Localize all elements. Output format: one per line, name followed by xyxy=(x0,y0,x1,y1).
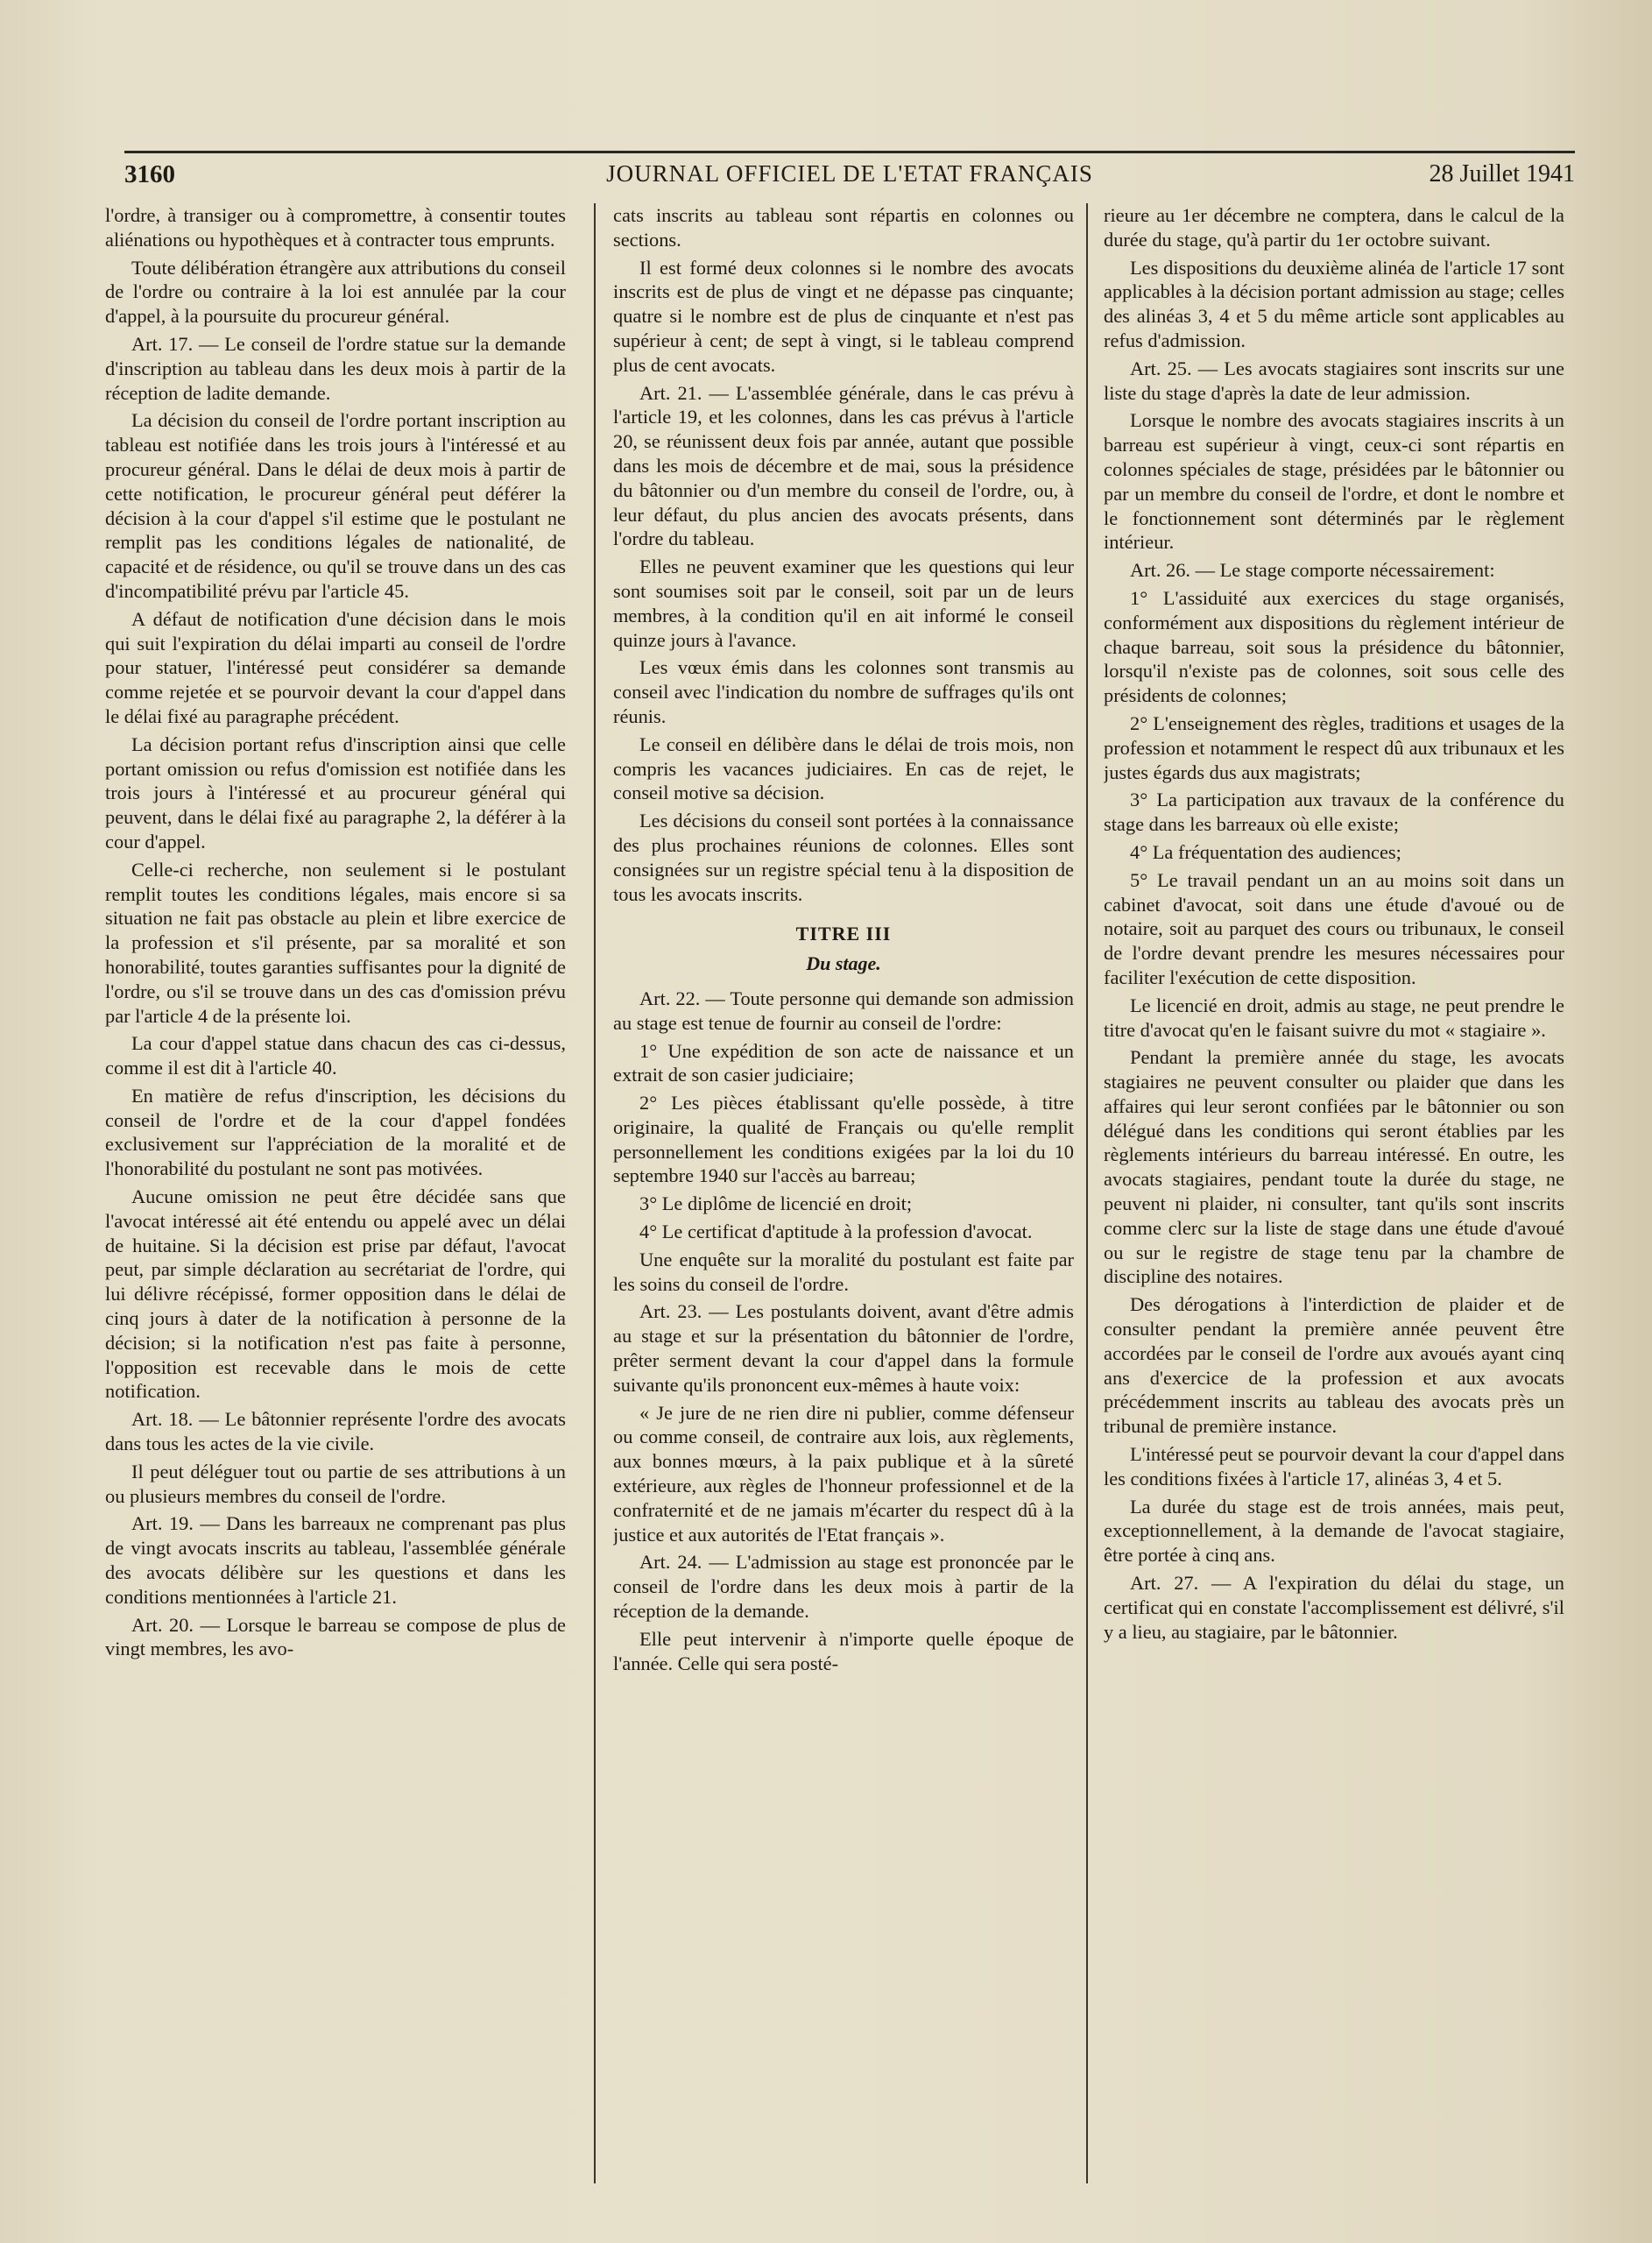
column-divider xyxy=(594,203,596,2183)
paragraph: 2° Les pièces établissant qu'elle possède, à titre originaire, la qualité de Français ou qu'elle remplit personnellement les conditions exigées par la loi du 10 septembre 1940 sur l'accès au barreau; xyxy=(613,1092,1074,1187)
journal-title: JOURNAL OFFICIEL DE L'ETAT FRANÇAIS xyxy=(606,160,1093,187)
paragraph: Art. 22. — Toute personne qui demande son admission au stage est tenue de fournir au conseil de l'ordre: xyxy=(613,987,1074,1034)
paragraph: Elles ne peuvent examiner que les questions qui leur sont soumises soit par le conseil, soit par un de leurs membres, à la condition qu'il en ait informé le conseil quinze jours à l'avance. xyxy=(613,555,1074,651)
paragraph: Les vœux émis dans les colonnes sont transmis au conseil avec l'indication du nombre de suffrages qu'ils ont réunis. xyxy=(613,656,1074,727)
paragraph: Art. 20. — Lorsque le barreau se compose de plus de vingt membres, les avo- xyxy=(105,1613,566,1660)
paragraph: Il peut déléguer tout ou partie de ses attributions à un ou plusieurs membres du conseil de l'ordre. xyxy=(105,1460,566,1507)
paragraph: La décision portant refus d'inscription ainsi que celle portant omission ou refus d'omission est notifiée dans les trois jours à l'intéressé et au procureur général qui peuvent, dans le délai fixé au paragraphe 2, la déférer à la cour d'appel. xyxy=(105,732,566,853)
paragraph: Aucune omission ne peut être décidée sans que l'avocat intéressé ait été entendu ou appelé avec un délai de huitaine. Si la décision est prise par défaut, l'avocat peut, par simple déclaration au secrétariat de l'ordre, qui lui délivre récépissé, former opposition dans le délai de cinq jours à dater de la notification à personne de la décision; si la notification n'est pas faite à personne, l'opposition est recevable dans le mois de cette notification. xyxy=(105,1185,566,1403)
paragraph: Art. 19. — Dans les barreaux ne comprenant pas plus de vingt avocats inscrits au tableau, l'assemblée générale des avocats délibère sur les questions et dans les conditions mentionnées à l'article 21. xyxy=(105,1512,566,1608)
paragraph: La durée du stage est de trois années, mais peut, exceptionnellement, à la demande de l'avocat stagiaire, être portée à cinq ans. xyxy=(1104,1495,1564,1567)
paragraph: « Je jure de ne rien dire ni publier, comme défenseur ou comme conseil, de contraire aux lois, aux règlements, aux bonnes mœurs, à la paix publique et à la sûreté extérieure, aux règles de l'honneur professionnel et de la confraternité et de ne jamais m'écarter du respect dû à la justice et aux autorités de l'Etat français ». xyxy=(613,1401,1074,1546)
page-header xyxy=(124,151,1575,194)
paragraph: 1° L'assiduité aux exercices du stage organisés, conformément aux dispositions du règlement intérieur de chaque barreau, soit sous la présidence du bâtonnier, lorsqu'il n'existe pas de colonnes, soit sous celle des présidents de colonnes; xyxy=(1104,586,1564,707)
paragraph: La cour d'appel statue dans chacun des cas ci-dessus, comme il est dit à l'article 40. xyxy=(105,1032,566,1079)
paragraph: 4° Le certificat d'aptitude à la profession d'avocat. xyxy=(639,1221,1033,1243)
paragraph: Art. 27. — A l'expiration du délai du stage, un certificat qui en constate l'accomplissement est délivré, s'il y a lieu, au stagiaire, par le bâtonnier. xyxy=(1104,1572,1564,1643)
page-number: 3160 xyxy=(124,160,175,188)
paragraph: 3° Le diplôme de licencié en droit; xyxy=(639,1192,913,1215)
paragraph: cats inscrits au tableau sont répartis en colonnes ou sections. xyxy=(613,204,1074,251)
paragraph: L'intéressé peut se pourvoir devant la cour d'appel dans les conditions fixées à l'article 17, alinéas 3, 4 et 5. xyxy=(1104,1443,1564,1489)
paragraph: rieure au 1er décembre ne comptera, dans le calcul de la durée du stage, qu'à partir du 1er octobre suivant. xyxy=(1104,204,1564,251)
paragraph: Lorsque le nombre des avocats stagiaires inscrits à un barreau est supérieur à vingt, ceux-ci sont répartis en colonnes spéciales de stage, présidées par le bâtonnier ou par un membre du conseil de l'ordre, et dont le nombre et le fonctionnement sont déterminés par le règlement intérieur. xyxy=(1104,409,1564,554)
paragraph: A défaut de notification d'une décision dans le mois qui suit l'expiration du délai imparti au conseil de l'ordre pour statuer, l'intéressé peut considérer sa demande comme rejetée et se pourvoir devant la cour d'appel dans le délai fixé au paragraphe précédent. xyxy=(105,607,566,727)
section-subtitle: Du stage. xyxy=(806,952,881,975)
paragraph: Pendant la première année du stage, les avocats stagiaires ne peuvent consulter ou plaider que dans les affaires qui leur seront confiées par le bâtonnier ou son délégué dans les conditions qui seront établies par les règlements intérieurs du barreau intéressé. En outre, les avocats stagiaires, pendant toute la durée du stage, ne peuvent ni plaider, ni consulter, tant qu'ils sont inscrits comme clerc sur la liste de stage dans une étude d'avoué ou sur le registre de stage tenu par la chambre de discipline des notaires. xyxy=(1104,1046,1564,1288)
paragraph: Art. 26. — Le stage comporte nécessairement: xyxy=(1130,559,1495,582)
paragraph: Art. 21. — L'assemblée générale, dans le cas prévu à l'article 19, et les colonnes, dans les cas prévus à l'article 20, se réunissent deux fois par année, autant que possible dans les mois de décembre et de mai, sous la présidence du bâtonnier ou d'un membre du conseil de l'ordre, ou, à leur défaut, du plus ancien des avocats présents, dans l'ordre du tableau. xyxy=(613,381,1074,550)
paragraph: 2° L'enseignement des règles, traditions et usages de la profession et notamment le respect dû aux tribunaux et les justes égards dus aux magistrats; xyxy=(1104,711,1564,783)
paragraph: 1° Une expédition de son acte de naissance et un extrait de son casier judiciaire; xyxy=(613,1039,1074,1086)
paragraph: Art. 17. — Le conseil de l'ordre statue sur la demande d'inscription au tableau dans les deux mois à partir de la réception de ladite demande. xyxy=(105,332,566,404)
paragraph: Les dispositions du deuxième alinéa de l'article 17 sont applicables à la décision portant admission au stage; celles des alinéas 3, 4 et 5 du même article sont applicables au refus d'admission. xyxy=(1104,256,1564,351)
paragraph: Art. 24. — L'admission au stage est prononcée par le conseil de l'ordre dans les deux mois à partir de la réception de la demande. xyxy=(613,1551,1074,1623)
section-title: TITRE III xyxy=(795,923,892,945)
paragraph: 5° Le travail pendant un an au moins soit dans un cabinet d'avocat, soit dans une étude d'avoué ou de notaire, soit au parquet des cours ou tribunaux, le conseil de l'ordre devant prendre les mesures nécessaires pour faciliter l'exécution de cette disposition. xyxy=(1104,868,1564,988)
paragraph: 3° La participation aux travaux de la conférence du stage dans les barreaux où elle existe; xyxy=(1104,789,1564,836)
paragraph: Le conseil en délibère dans le délai de trois mois, non compris les vacances judiciaires. En cas de rejet, le conseil motive sa décision. xyxy=(613,732,1074,804)
text-column-2 xyxy=(613,203,1074,2218)
paragraph: Elle peut intervenir à n'importe quelle époque de l'année. Celle qui sera posté- xyxy=(613,1627,1074,1674)
paragraph: La décision du conseil de l'ordre portant inscription au tableau est notifiée dans les trois jours à l'intéressé et au procureur général. Dans le délai de deux mois à partir de cette notification, le procureur général peut déférer la décision à la cour d'appel s'il estime que le postulant ne remplit pas les conditions légales de nationalité, de capacité et de résidence, ou qu'il se trouve dans un des cas d'incompatibilité prévu par l'article 45. xyxy=(105,409,566,602)
issue-date: 28 Juillet 1941 xyxy=(1429,160,1575,188)
paragraph: Le licencié en droit, admis au stage, ne peut prendre le titre d'avocat qu'en le faisant suivre du mot « stagiaire ». xyxy=(1104,994,1564,1041)
paragraph: Toute délibération étrangère aux attributions du conseil de l'ordre ou contraire à la loi est annulée par la cour d'appel, à la poursuite du procureur général. xyxy=(105,256,566,328)
paragraph: 4° La fréquentation des audiences; xyxy=(1130,840,1401,863)
paragraph: Les décisions du conseil sont portées à la connaissance des plus prochaines réunions de colonnes. Elles sont consignées sur un registre spécial tenu à la disposition de tous les avocats inscrits. xyxy=(613,810,1074,905)
paragraph: En matière de refus d'inscription, les décisions du conseil de l'ordre et de la cour d'appel fondées exclusivement sur l'appréciation de la moralité et de l'honorabilité du postulant ne sont pas motivées. xyxy=(105,1084,566,1180)
text-column-3 xyxy=(1104,203,1564,2218)
paragraph: Des dérogations à l'interdiction de plaider et de consulter pendant la première année peuvent être accordées par le conseil de l'ordre aux avoués ayant cinq ans d'exercice de la profession et aux avocats précédemment inscrits au tableau des avocats près un tribunal de première instance. xyxy=(1104,1293,1564,1438)
paragraph: Une enquête sur la moralité du postulant est faite par les soins du conseil de l'ordre. xyxy=(613,1248,1074,1295)
paragraph: Il est formé deux colonnes si le nombre des avocats inscrits est de plus de vingt et ne dépasse pas cinquante; quatre si le nombre est de plus de cinquante et n'est pas supérieur à cent; de sept à vingt, si le tableau comprend plus de cent avocats. xyxy=(613,256,1074,376)
paragraph: l'ordre, à transiger ou à compromettre, à consentir toutes aliénations ou hypothèques et à contracter tous emprunts. xyxy=(105,204,566,251)
paragraph: Art. 23. — Les postulants doivent, avant d'être admis au stage et sur la présentation du bâtonnier de l'ordre, prêter serment devant la cour d'appel dans la formule suivante qu'ils prononcent eux-mêmes à haute voix: xyxy=(613,1300,1074,1396)
paragraph: Art. 18. — Le bâtonnier représente l'ordre des avocats dans tous les actes de la vie civile. xyxy=(105,1408,566,1455)
column-divider xyxy=(1086,203,1088,2183)
paragraph: Art. 25. — Les avocats stagiaires sont inscrits sur une liste du stage d'après la date de leur admission. xyxy=(1104,357,1564,404)
text-column-1 xyxy=(105,203,566,2218)
paragraph: Celle-ci recherche, non seulement si le postulant remplit toutes les conditions légales, mais encore si sa situation ne fait pas obstacle au plein et libre exercice de la profession et s'il présente, par sa moralité et son honorabilité, toutes garanties suffisantes pour la dignité de l'ordre, ou s'il se trouve dans un des cas d'omission prévu par l'article 4 de la présente loi. xyxy=(105,858,566,1027)
